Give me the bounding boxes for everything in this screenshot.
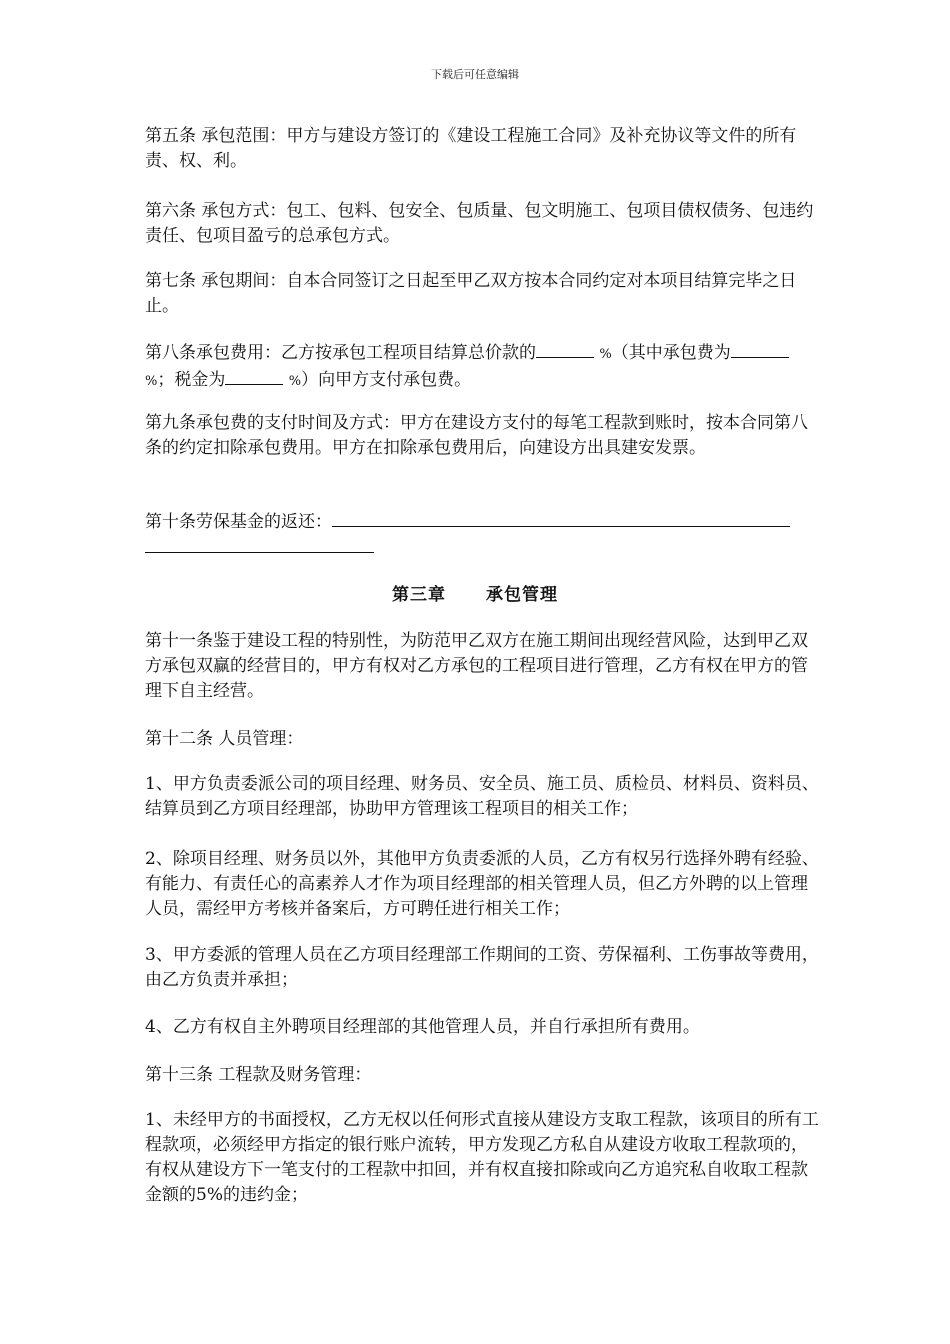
chapter-number: 第三章: [392, 585, 446, 605]
fill-blank-contract-fee-percent[interactable]: [731, 340, 789, 358]
chapter-title: 承包管理: [486, 585, 558, 605]
article-12-item-4: 4、乙方有权自主外聘项目经理部的其他管理人员，并自行承担所有费用。: [145, 1017, 700, 1037]
article-8-text-3: ；税金为: [157, 370, 226, 390]
fill-blank-total-percent[interactable]: [536, 340, 594, 358]
article-12-item-1: 1、甲方负责委派公司的项目经理、财务员、安全员、施工员、质检员、材料员、资料员、结算员到乙方项目经理部，协助甲方管理该工程项目的相关工作；: [145, 774, 819, 819]
article-8-text-4: ）向甲方支付承包费。: [301, 370, 472, 390]
article-12-item-2: 2、除项目经理、财务员以外，其他甲方负责委派的人员，乙方有权另行选择外聘有经验、有能力、有责任心的高素养人才作为项目经理部的相关管理人员，但乙方外聘的以上管理人员，需经甲方考核并备案后，方可聘任进行相关工作；: [145, 849, 819, 919]
percent-sign: %: [599, 347, 612, 362]
article-11: 第十一条鉴于建设工程的特别性，为防范甲乙双方在施工期间出现经营风险，达到甲乙双方承包双赢的经营目的，甲方有权对乙方承包的工程项目进行管理，乙方有权在甲方的管理下自主经营。: [145, 631, 808, 701]
percent-sign: %: [288, 374, 302, 389]
fill-blank-labor-fund-line-1[interactable]: [332, 509, 790, 527]
article-8-text-2: （其中承包费为: [611, 343, 731, 363]
article-13-item-1: 1、未经甲方的书面授权，乙方无权以任何形式直接从建设方支取工程款，该项目的所有工程款项，必须经甲方指定的银行账户流转，甲方发现乙方私自从建设方收取工程款项的，有权从建设方下一笔支付的工程款中扣回，并有权直接扣除或向乙方追究私自收取工程款金额的5%的违约金；: [145, 1110, 819, 1205]
article-8-text-1: 第八条承包费用：乙方按承包工程项目结算总价款的: [145, 343, 536, 363]
fill-blank-tax-percent[interactable]: [225, 367, 283, 385]
article-7: 第七条 承包期间：自本合同签订之日起至甲乙双方按本合同约定对本项目结算完毕之日止。: [145, 271, 797, 316]
article-5: 第五条 承包范围：甲方与建设方签订的《建设工程施工合同》及补充协议等文件的所有责、权、利。: [145, 126, 797, 171]
article-10-text: 第十条劳保基金的返还：: [145, 512, 332, 532]
percent-sign: %: [145, 374, 158, 389]
article-8: [145, 340, 820, 394]
article-12-heading: 第十二条 人员管理：: [145, 729, 304, 749]
article-9: 第九条承包费的支付时间及方式：甲方在建设方支付的每笔工程款到账时，按本合同第八条的约定扣除承包费用。甲方在扣除承包费用后，向建设方出具建安发票。: [145, 413, 808, 458]
fill-blank-labor-fund-line-2[interactable]: [145, 535, 374, 553]
article-10: [145, 509, 820, 561]
chapter-heading: [0, 583, 950, 608]
article-6: 第六条 承包方式：包工、包料、包安全、包质量、包文明施工、包项目债权债务、包违约责任、包项目盈亏的总承包方式。: [145, 201, 814, 246]
header-note: 下载后可任意编辑: [431, 68, 519, 81]
article-12-item-3: 3、甲方委派的管理人员在乙方项目经理部工作期间的工资、劳保福利、工伤事故等费用，由乙方负责并承担；: [145, 945, 819, 990]
article-13-heading: 第十三条 工程款及财务管理：: [145, 1065, 372, 1085]
